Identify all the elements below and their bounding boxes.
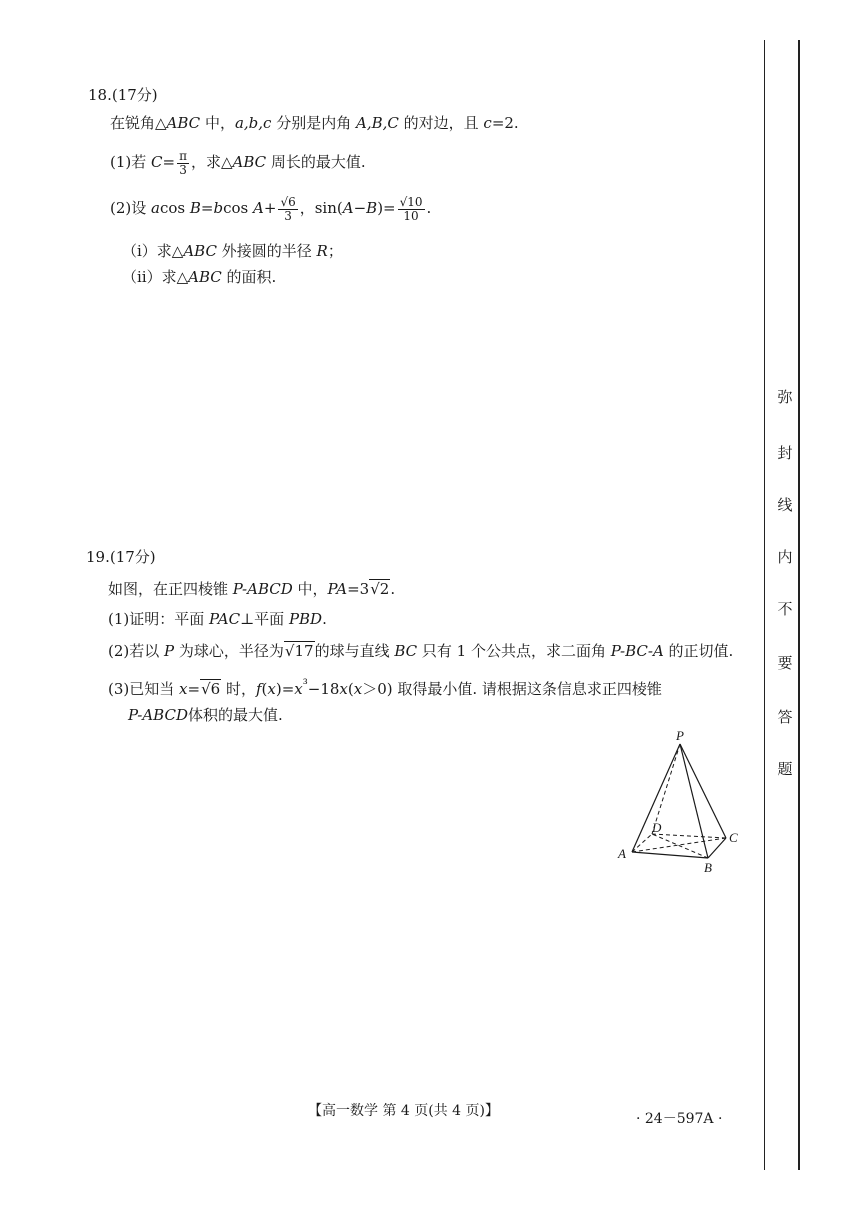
fraction-sqrt6-over-3: $\frac{√6}{3}$ — [280, 195, 296, 223]
margin-line-right — [798, 40, 800, 1170]
seal-char-8: 题 — [777, 760, 793, 778]
seal-char-1: 弥 — [777, 388, 793, 406]
margin-line-left — [764, 40, 765, 1170]
fraction-sqrt10-over-10: $\frac{√10}{10}$ — [399, 195, 423, 223]
q19-part1: (1)证明：平面 PAC⊥平面 PBD. — [108, 610, 327, 628]
seal-char-7: 答 — [777, 708, 793, 726]
seal-char-2: 封 — [777, 444, 793, 462]
edge-AB — [632, 852, 708, 858]
q18-part2: (2)设 acos B=bcos A+ $\frac{√6}{3}$ ，sin(A−B)= $\frac{√10}{10}$ . — [110, 195, 432, 223]
seal-char-4: 内 — [777, 548, 793, 566]
q19-part3: (3)已知当 x=√6 时，$f(x)=x^{^3}-18x(x>0)$ 取得最小值. 请根据这条信息求正四棱锥 — [108, 676, 662, 698]
label-B: B — [704, 860, 712, 875]
fraction-pi-over-3: $\frac{\pi}{3}$ — [179, 149, 187, 177]
q19-part2: (2)若以 P 为球心，半径为√17的球与直线 BC 只有 1 个公共点，求二面角 P-BC-A 的正切值. — [108, 642, 734, 660]
seal-char-6: 要 — [777, 654, 793, 672]
label-A: A — [618, 846, 626, 861]
q18-sub1: （ⅰ）求△ABC 外接圆的半径 R； — [122, 242, 343, 260]
q19-stem: 如图，在正四棱锥 P-ABCD 中，PA=3√2. — [108, 580, 396, 598]
paper-code: · 24－597A · — [636, 1111, 723, 1127]
label-P: P — [676, 728, 684, 743]
q19-heading: 19.(17分) — [86, 548, 156, 566]
seal-char-5: 不 — [777, 600, 793, 618]
edge-BC — [708, 838, 726, 858]
q18-heading: 18.(17分) — [88, 86, 158, 104]
label-D: D — [652, 820, 662, 835]
label-C: C — [729, 830, 738, 845]
page-footer: 【高一数学 第 4 页(共 4 页)】 — [308, 1103, 499, 1119]
q18-part1: (1)若 C= $\frac{\pi}{3}$ ，求△ABC 周长的最大值. — [110, 149, 366, 177]
seal-char-3: 线 — [777, 496, 793, 514]
diagonal-AC — [632, 838, 726, 852]
edge-PC — [680, 744, 726, 838]
q18-sub2: （ⅱ）求△ABC 的面积. — [122, 268, 277, 286]
edge-DC — [652, 834, 726, 838]
q18-stem: 在锐角△ABC 中，a,b,c 分别是内角 A,B,C 的对边，且 c=2. — [110, 114, 519, 132]
pyramid-figure — [610, 728, 770, 878]
q19-part3-cont: P-ABCD体积的最大值. — [128, 706, 283, 724]
